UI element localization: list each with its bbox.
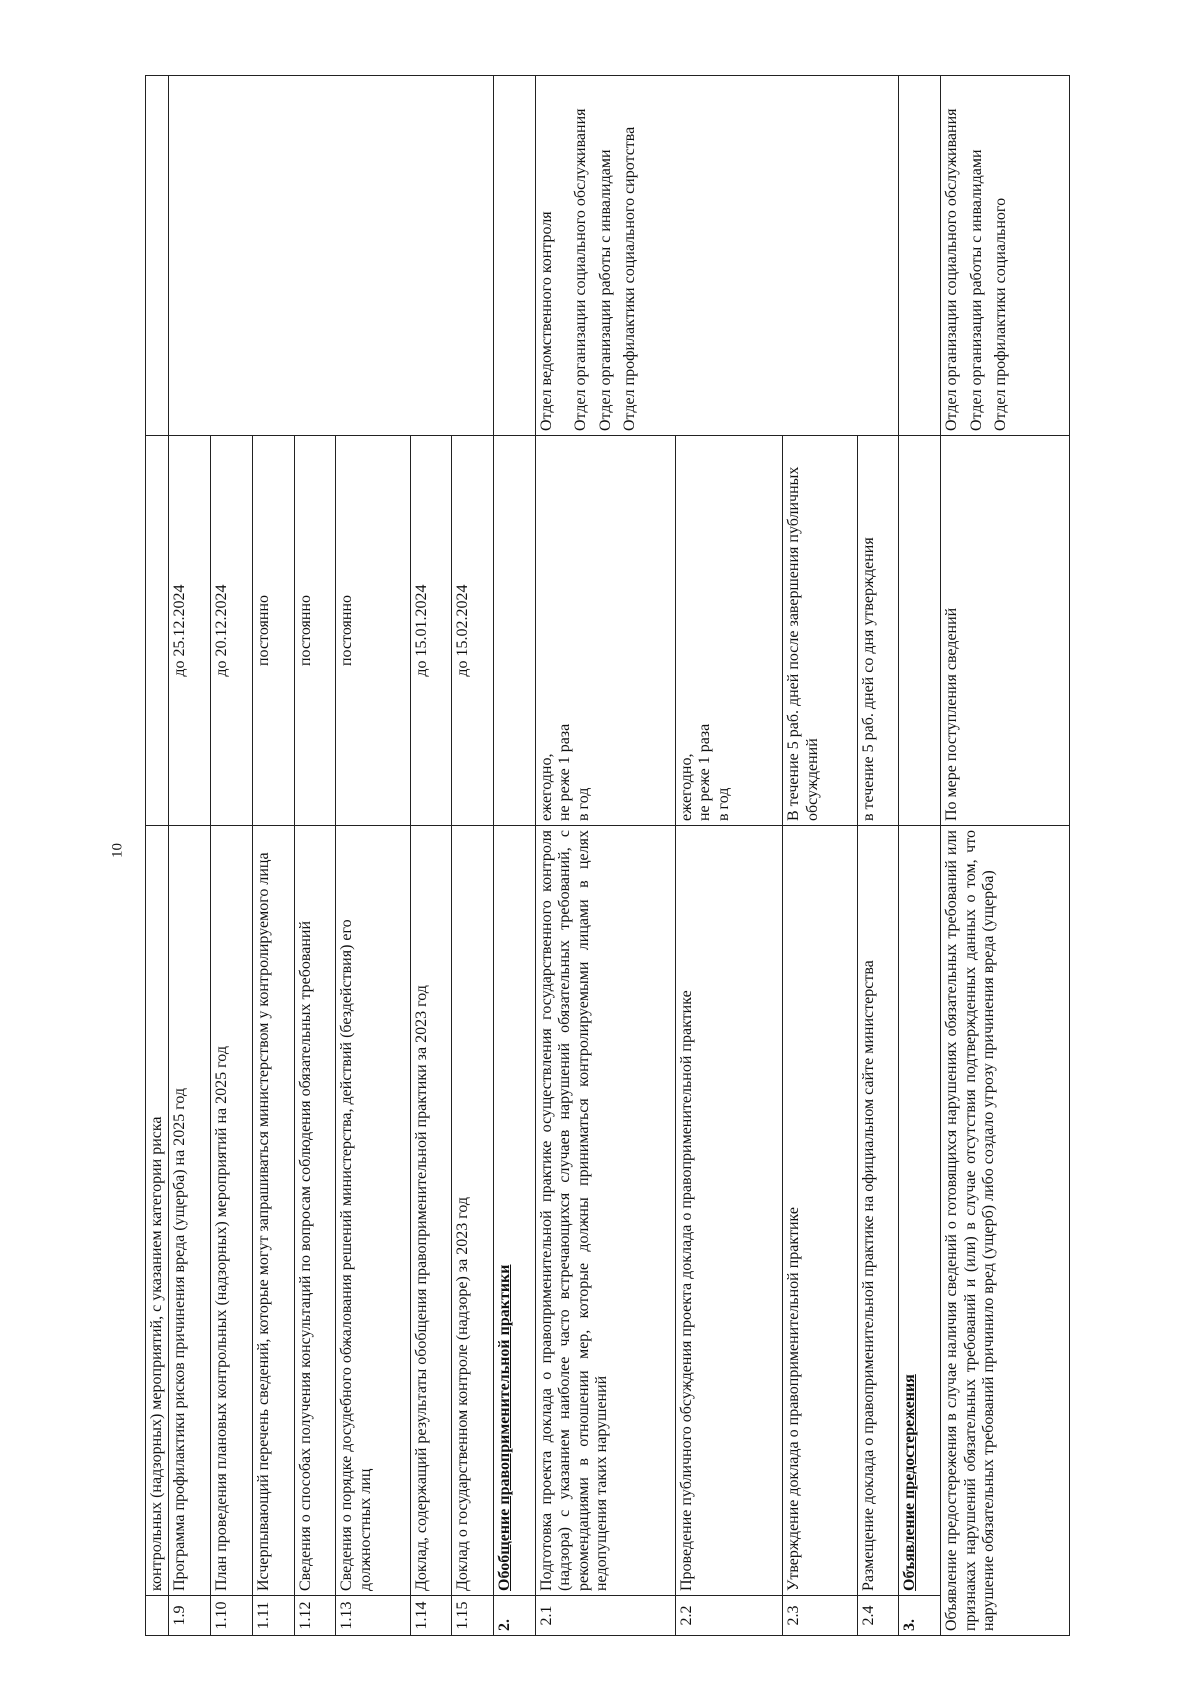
cell-name: Размещение доклада о правоприменительной практике на официальном сайте министерства (857, 826, 899, 1596)
responsible-dept: Отдел ведомственного контроля (537, 211, 555, 431)
table-row (941, 76, 1070, 1636)
section-number: 3. (899, 1596, 941, 1636)
cell-num: 1.11 (252, 1596, 294, 1636)
responsible-dept: Отдел организации работы с инвалидами (596, 149, 614, 431)
cell-num: 1.15 (452, 1596, 494, 1636)
table-row (169, 76, 211, 1636)
responsible-dept: Отдел организации социального обслуживания (572, 108, 590, 431)
section-header-row (494, 76, 536, 1636)
cell-name: Сведения о порядке досудебного обжалования решений министерства, действий (бездействия) его должностных лиц (336, 826, 411, 1596)
prevention-measures-table (145, 75, 1070, 1636)
cell-num: 1.14 (410, 1596, 452, 1636)
cell-date: По мере поступления сведений (941, 436, 1070, 826)
cell-date: до 25.12.2024 (169, 436, 211, 826)
section-header-row (899, 76, 941, 1636)
cell-num: 2.1 (535, 1596, 675, 1636)
cell-name: Проведение публичного обсуждения проекта доклада о правоприменительной практике (675, 826, 782, 1596)
cell-name: План проведения плановых контрольных (надзорных) мероприятий на 2025 год (211, 826, 253, 1596)
responsible-dept: Отдел профилактики социального (991, 197, 1009, 431)
cell-name: Доклад о государственном контроле (надзоре) за 2023 год (452, 826, 494, 1596)
cell-date: В течение 5 раб. дней после завершения публичных обсуждений (783, 436, 858, 826)
rotated-page-content (145, 76, 1070, 1636)
cell-name: Доклад, содержащий результаты обобщения правоприменительной практики за 2023 год (410, 826, 452, 1596)
table-row (535, 76, 675, 1636)
section-title: Объявление предостережения (899, 826, 941, 1596)
cell-num: 1.9 (169, 1596, 211, 1636)
cell-responsible (941, 76, 1070, 436)
cell-name: Утверждение доклада о правоприменительной практике (783, 826, 858, 1596)
cell-name: Сведения о способах получения консультаций по вопросам соблюдения обязательных требований (294, 826, 336, 1596)
cell-date: ежегодно, не реже 1 раза в год (535, 436, 675, 826)
cell-num: 2.4 (857, 1596, 899, 1636)
cell-name: Программа профилактики рисков причинения вреда (ущерба) на 2025 год (169, 826, 211, 1596)
cell-num: 2.3 (783, 1596, 858, 1636)
cell-num: 1.13 (336, 1596, 411, 1636)
responsible-dept: Отдел организации социального обслуживания (943, 108, 961, 431)
cell-date: постоянно (294, 436, 336, 826)
cell-num: 2.2 (675, 1596, 782, 1636)
cell-date: ежегодно, не реже 1 раза в год (675, 436, 782, 826)
cell-date: до 15.02.2024 (452, 436, 494, 826)
cell-name: Исчерпывающий перечень сведений, которые могут запрашиваться министерством у контролируемого лица (252, 826, 294, 1596)
cell-name: Объявление предостережения в случае наличия сведений о готовящихся нарушениях обязательных требований или признаках нарушений обязательных требований и (или) в случае отсутствия подтвержденных данных о том, что нарушение обязательных требований причинило вред (ущерб) либо создало угрозу причинения вреда (ущерба) (941, 826, 1070, 1636)
cell-num: 1.10 (211, 1596, 253, 1636)
cell-date: до 20.12.2024 (211, 436, 253, 826)
page-number: 10 (109, 843, 126, 858)
table-row (146, 76, 169, 1636)
cell-date: в течение 5 раб. дней со дня утверждения (857, 436, 899, 826)
cell-name: Подготовка проекта доклада о правоприменительной практике осуществления государственного контроля (надзора) с указанием наиболее часто встречающихся случаев нарушений обязательных требований, с рекомендациями в отношении мер, которые должны приниматься контролируемыми лицами в целях недопущения таких нарушений (535, 826, 675, 1596)
cell-date: постоянно (252, 436, 294, 826)
cell-date: до 15.01.2024 (410, 436, 452, 826)
section-number: 2. (494, 1596, 536, 1636)
cell-responsible (535, 76, 899, 436)
cell-name: контрольных (надзорных) мероприятий, с указанием категории риска (146, 826, 169, 1596)
cell-num: 1.12 (294, 1596, 336, 1636)
cell-date: постоянно (336, 436, 411, 826)
responsible-dept: Отдел организации работы с инвалидами (967, 149, 985, 431)
cell-responsible (169, 76, 494, 436)
responsible-dept: Отдел профилактики социального сиротства (620, 126, 638, 431)
section-title: Обобщение правоприменительной практики (494, 826, 536, 1596)
